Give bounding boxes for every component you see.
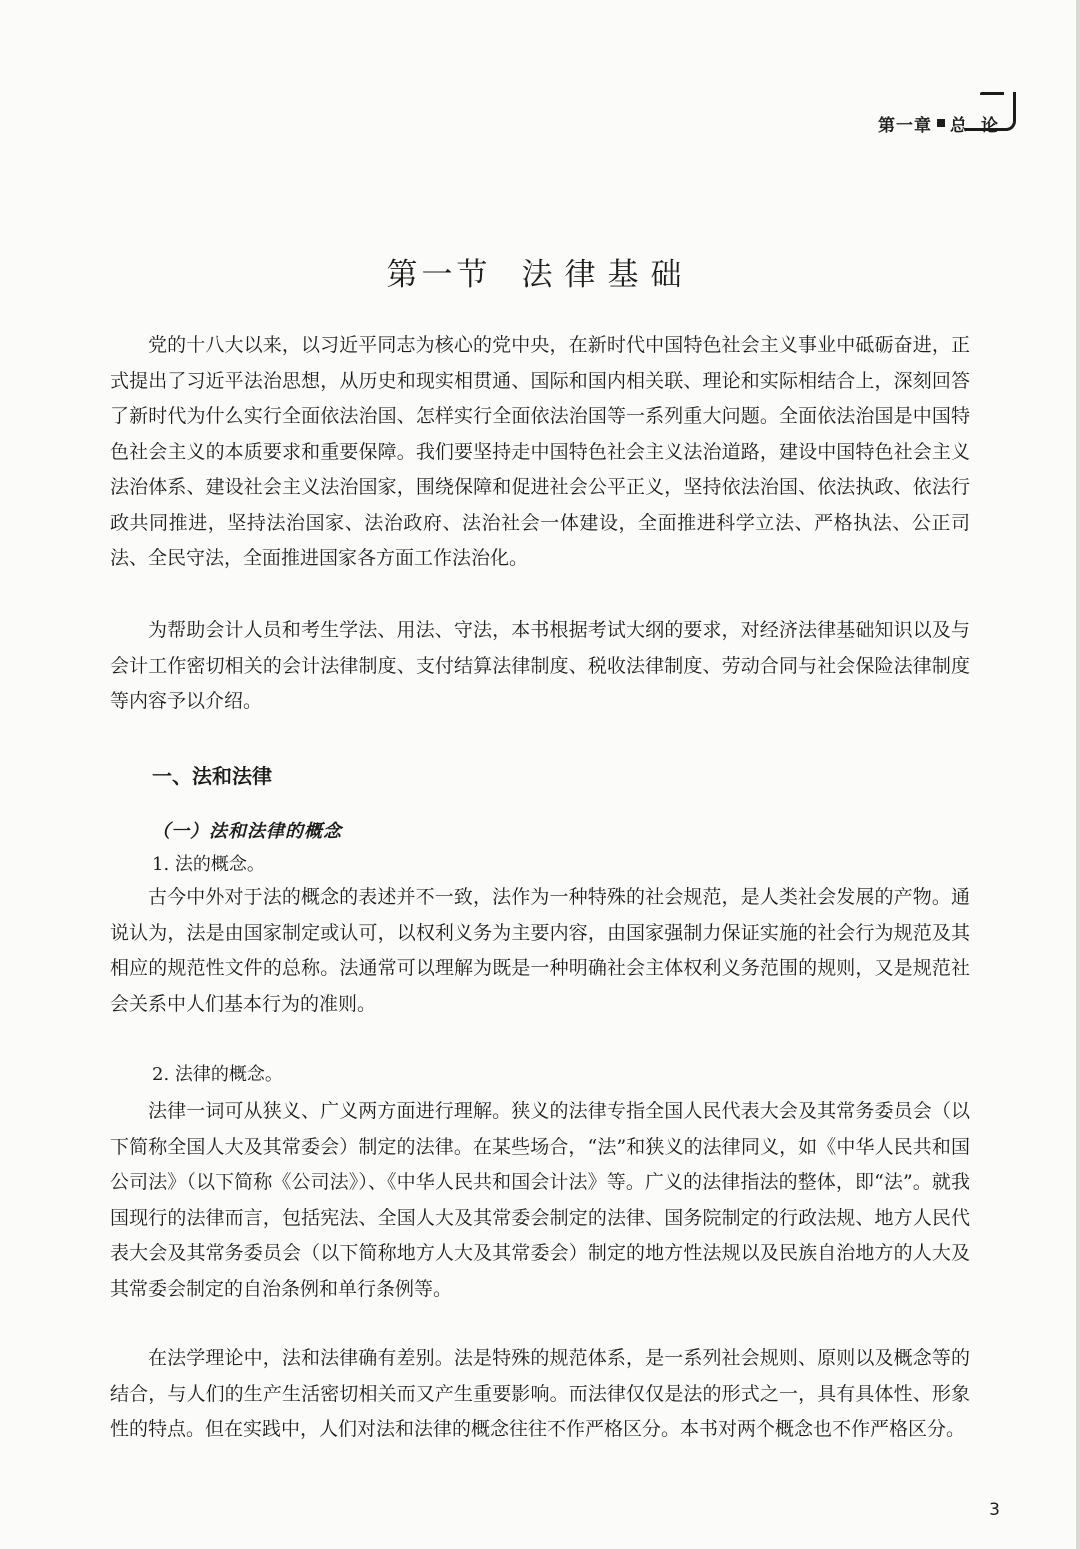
item-2-label: 2. 法律的概念。 [152,1064,283,1085]
closing-paragraph: 在法学理论中，法和法律确有差别。法是特殊的规范体系，是一系列社会规则、原则以及概念等的结合，与人们的生产生活密切相关而又产生重要影响。而法律仅仅是法的形式之一，具有具体性、形象性的特点。但在实践中，人们对法和法律的概念往往不作严格区分。本书对两个概念也不作严格区分。 [110,1347,970,1440]
running-header-topic: 总论 [950,115,1012,136]
section-name: 法律基础 [521,256,694,293]
heading-law-and-statute: 一、法和法律 [152,764,272,788]
item-2-paragraph: 法律一词可从狭义、广义两方面进行理解。狭义的法律专指全国人民代表大会及其常务委员会（以下简称全国人大及其常委会）制定的法律。在某些场合，“法”和狭义的法律同义，如《中华人民共和国公司法》（以下简称《公司法》）、《中华人民共和国会计法》等。广义的法律指法的整体，即“法”。就我国现行的法律而言，包括宪法、全国人大及其常委会制定的法律、国务院制定的行政法规、地方人民代表大会及其常务委员会（以下简称地方人大及其常委会）制定的地方性法规以及民族自治地方的人大及其常委会制定的自治条例和单行条例等。 [110,1100,970,1300]
intro-paragraph-2: 为帮助会计人员和考生学法、用法、守法，本书根据考试大纲的要求，对经济法律基础知识以及与会计工作密切相关的会计法律制度、支付结算法律制度、税收法律制度、劳动合同与社会保险法律制度等内容予以介绍。 [110,619,970,712]
square-bullet-icon [937,119,945,127]
section-title [0,249,1080,294]
item-1-paragraph: 古今中外对于法的概念的表述并不一致，法作为一种特殊的社会规范，是人类社会发展的产物。通说认为，法是由国家制定或认可，以权利义务为主要内容，由国家强制力保证实施的社会行为规范及其相应的规范性文件的总称。法通常可以理解为既是一种明确社会主体权利义务范围的规则，又是规范社会关系中人们基本行为的准则。 [110,886,970,1015]
page-edge-shadow [1076,0,1080,1549]
corner-bracket-top-icon [980,92,1004,95]
subheading-concepts: （一）法和法律的概念 [152,821,342,842]
section-number: 第一节 [386,256,492,293]
page-number: 3 [989,1500,1000,1520]
corner-bracket-icon [965,92,1016,131]
running-header-chapter: 第一章 [878,115,932,136]
item-1-label: 1. 法的概念。 [152,854,265,875]
intro-paragraph-1: 党的十八大以来，以习近平同志为核心的党中央，在新时代中国特色社会主义事业中砥砺奋进，正式提出了习近平法治思想，从历史和现实相贯通、国际和国内相关联、理论和实际相结合上，深刻回答了新时代为什么实行全面依法治国、怎样实行全面依法治国等一系列重大问题。全面依法治国是中国特色社会主义的本质要求和重要保障。我们要坚持走中国特色社会主义法治道路，建设中国特色社会主义法治体系、建设社会主义法治国家，围绕保障和促进社会公平正义，坚持依法治国、依法执政、依法行政共同推进，坚持法治国家、法治政府、法治社会一体建设，全面推进科学立法、严格执法、公正司法、全民守法，全面推进国家各方面工作法治化。 [110,334,970,569]
